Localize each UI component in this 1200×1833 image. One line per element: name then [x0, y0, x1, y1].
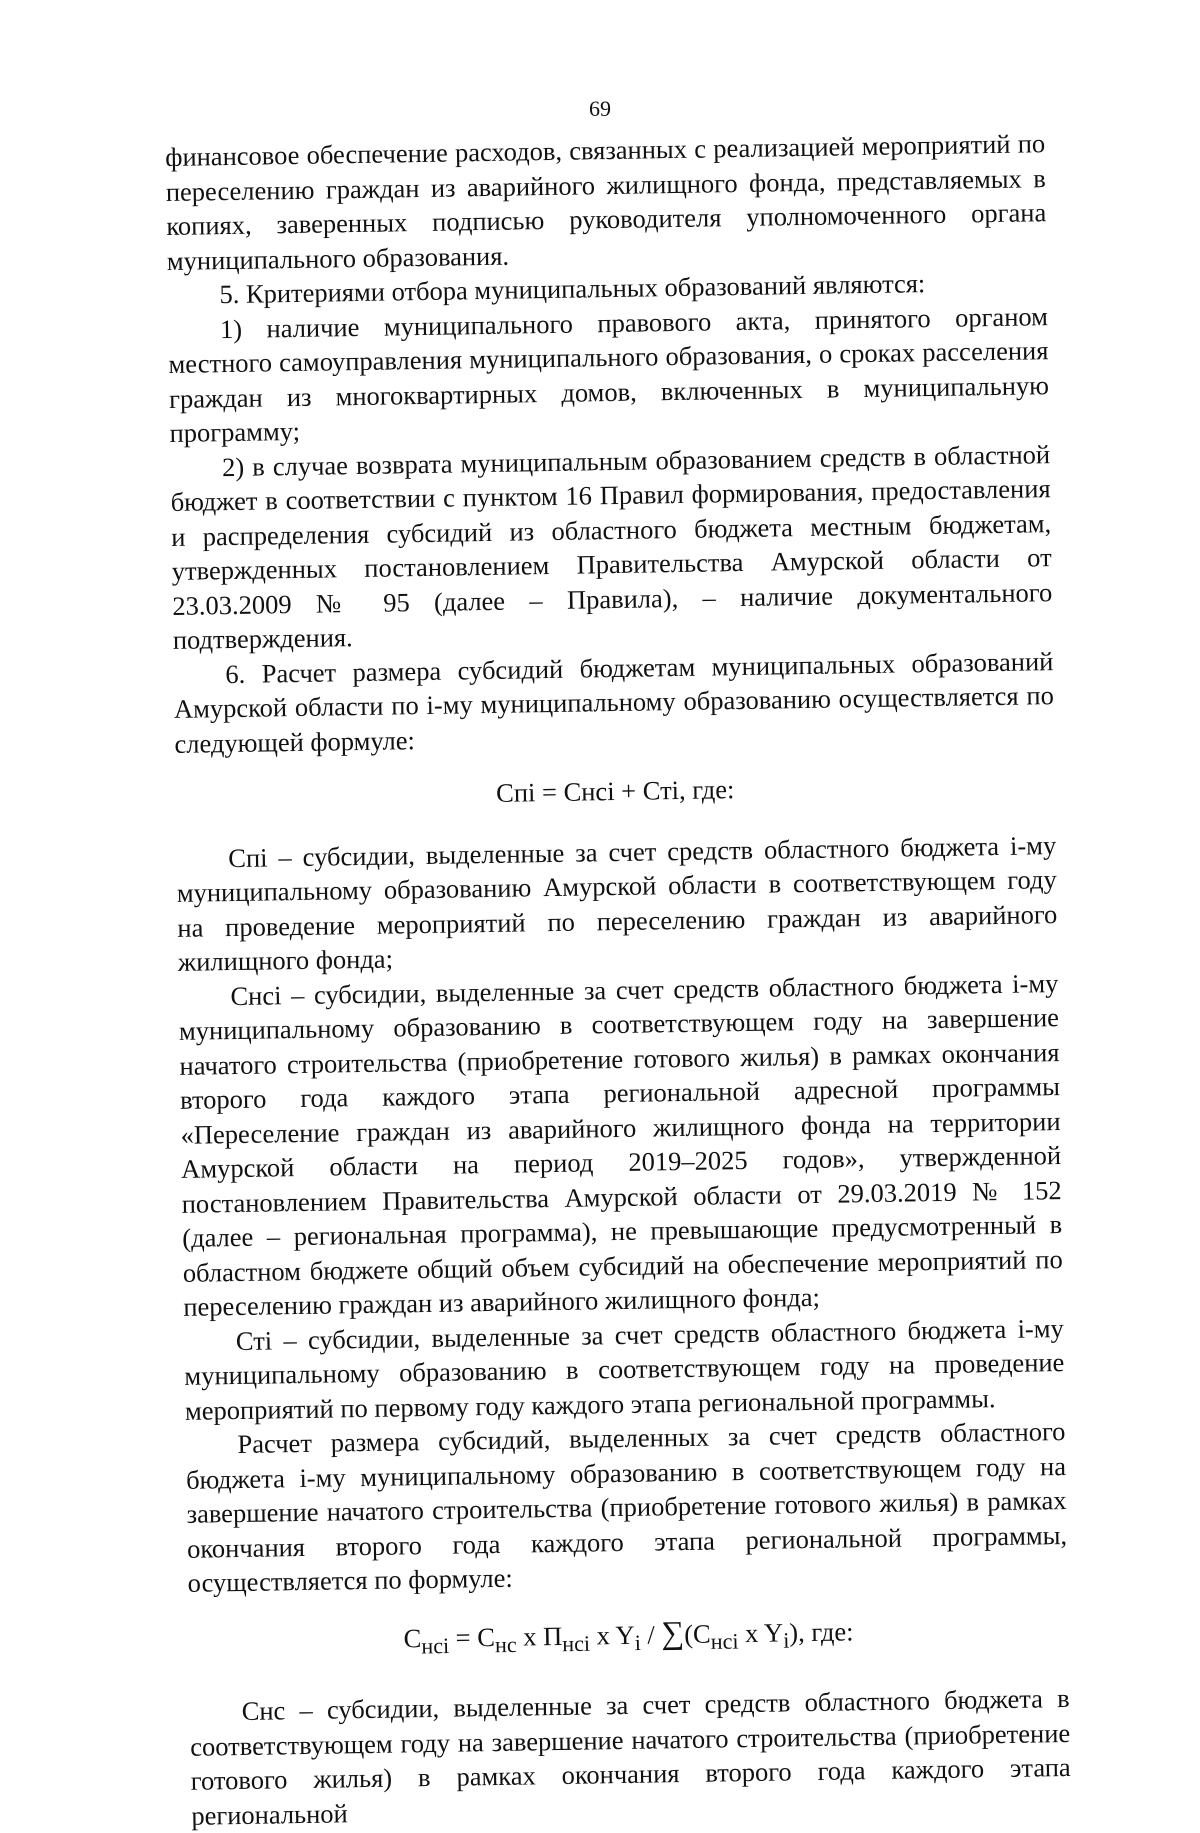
page-number: 69 [589, 96, 611, 121]
formula-operator: / [640, 1618, 662, 1650]
formula-operator: x [516, 1620, 544, 1652]
paragraph-calc-snc: Расчет размера субсидий, выделенных за счет средств областного бюджета i-му муниципальному образованию в соответствующем году на завершение начатого строительства (приобретение готового жилья) в рамках окончания второго года каждого этапа региональной программы, осуществляется по формуле: [185, 1416, 1068, 1598]
formula-subscript: i [783, 1627, 790, 1653]
sum-icon: ∑ [661, 1613, 685, 1650]
formula-symbol: Y [615, 1619, 635, 1650]
paragraph-criteria-heading: 5. Критериями отбора муниципальных образований являются: [219, 268, 926, 310]
paragraph-snc-definition: Снс – субсидии, выделенные за счет средств областного бюджета в соответствующем году на завершение начатого строительства (приобретение готового жилья) в рамках окончания второго года каждого этапа региональной [190, 1683, 1071, 1831]
paragraph-criterion-2: 2) в случае возврата муниципальным образованием средств в областной бюджет в соответствии с пунктом 16 Правил формирования, предоставления и распределения субсидий из областного бюджета местным бюджетам, утвержденных постановлением Правительства Амурской области от 23.03.2009 № 95 (далее – Правила), – наличие документального подтверждения. [170, 438, 1053, 655]
formula-operator: ( [683, 1618, 694, 1649]
document-body [165, 126, 1071, 1833]
definition-snc: Снсi – субсидии, выделенные за счет средств областного бюджета i-му муниципальному образованию в соответствующем году на завершение начатого строительства (приобретение готового жилья) в рамках окончания второго года каждого этапа региональной адресной программы «Переселение граждан из аварийного жилищного фонда на территории Амурской области на период 2019–2025 годов», утвержденной постановлением Правительства Амурской области от 29.03.2019 № 152 (далее – региональная программа), не превышающие предусмотренный в областном бюджете общий объем субсидий на обеспечение мероприятий по переселению граждан из аварийного жилищного фонда; [178, 967, 1063, 1322]
formula-operator: ), где: [788, 1615, 854, 1647]
formula-operator: x [589, 1619, 616, 1651]
formula-symbol: С [692, 1618, 711, 1649]
formula-subscript: нсi [562, 1630, 591, 1656]
definition-sp: Спi – субсидии, выделенные за счет средств областного бюджета i-му муниципальному образованию Амурской области в соответствующем году на проведение мероприятий по переселению граждан из аварийного жилищного фонда; [176, 829, 1058, 977]
formula-subscript: нсi [421, 1632, 450, 1658]
formula-subscript: нс [494, 1631, 517, 1657]
formula-symbol: П [542, 1620, 563, 1651]
paragraph-criterion-1: 1) наличие муниципального правового акта, принятого органом местного самоуправления муниципального образования, о сроках расселения граждан из многоквартирных домов, включенных в муниципальную программу; [168, 300, 1050, 448]
formula-symbol: С [477, 1621, 496, 1652]
formula-subscript: нсi [710, 1627, 739, 1654]
paragraph-calc-intro: 6. Расчет размера субсидий бюджетам муниципальных образований Амурской области по i-му муниципальному образованию осуществляется по следующей формуле: [173, 645, 1055, 759]
formula-operator: x [738, 1617, 765, 1648]
formula-symbol: С [403, 1622, 422, 1653]
formula-operator: = [448, 1621, 478, 1653]
formula-symbol: Y [763, 1616, 784, 1648]
formula-subscript: i [634, 1629, 642, 1655]
formula-snc [188, 1608, 1069, 1667]
formula-total-subsidy: Спi = Снсi + Стi, где: [495, 774, 735, 808]
paragraph-continuation: финансовое обеспечение расходов, связанных с реализацией мероприятий по переселению граждан из аварийного жилищного фонда, представляемых в копиях, заверенных подписью руководителя уполномоченного органа муниципального образования. [165, 128, 1047, 276]
definition-st: Стi – субсидии, выделенные за счет средств областного бюджета i-му муниципальному образованию в соответствующем году на проведение мероприятий по первому году каждого этапа региональной программы. [184, 1312, 1065, 1426]
